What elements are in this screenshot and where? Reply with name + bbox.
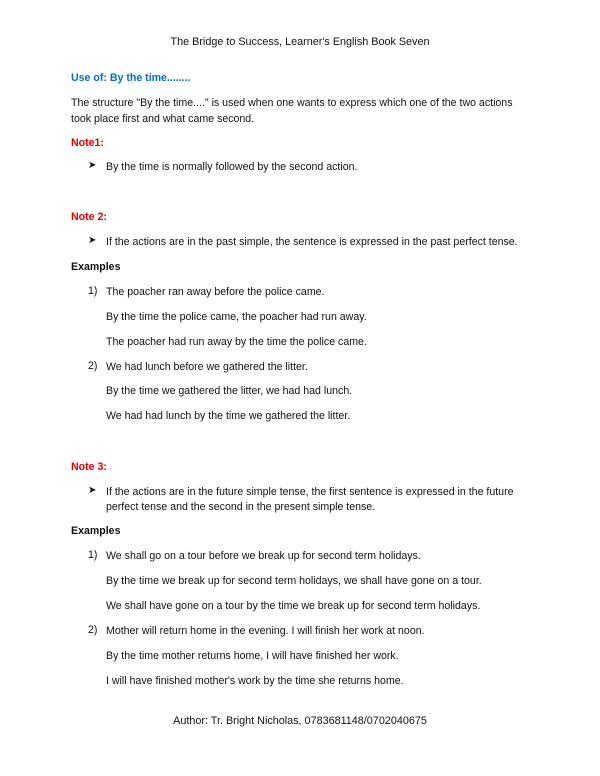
intro-line-1: The structure "By the time...." is used when one wants to express which one of the two actions (71, 97, 513, 109)
note3-bullet-line-2: perfect tense and the second in the present simple tense. (106, 501, 376, 513)
note2-title: Note 2: (71, 211, 107, 223)
example-line: We had had lunch by the time we gathered the litter. (106, 410, 351, 422)
page-footer: Author: Tr. Bright Nicholas, 0783681148/0702040675 (173, 715, 427, 727)
example-line: By the time we break up for second term holidays, we shall have gone on a tour. (106, 575, 482, 587)
example-line: The poacher had run away by the time the police came. (106, 336, 367, 348)
example-line: We shall go on a tour before we break up for second term holidays. (106, 550, 421, 562)
note3-examples-title: Examples (71, 525, 121, 537)
note1-title: Note1: (71, 137, 104, 149)
note2-examples-title: Examples (71, 261, 121, 273)
example-line: By the time we gathered the litter, we had had lunch. (106, 385, 353, 397)
arrowhead-right-icon: ➤ (88, 485, 97, 496)
example-line: By the time mother returns home, I will have finished her work. (106, 650, 399, 662)
example-number: 2) (88, 360, 98, 372)
note3-title: Note 3: (71, 461, 107, 473)
note3-bullet-line-1: If the actions are in the future simple tense, the first sentence is expressed in the future (106, 486, 514, 498)
example-line: We had lunch before we gathered the litter. (106, 361, 308, 373)
arrowhead-right-icon: ➤ (88, 160, 97, 171)
example-number: 2) (88, 624, 98, 636)
example-line: Mother will return home in the evening. I will finish her work at noon. (106, 625, 425, 637)
example-number: 1) (88, 549, 98, 561)
note2-bullet: If the actions are in the past simple, the sentence is expressed in the past perfect tense. (106, 236, 518, 248)
example-line: We shall have gone on a tour by the time we break up for second term holidays. (106, 600, 481, 612)
example-line: I will have finished mother's work by the time she returns home. (106, 675, 404, 687)
page-header: The Bridge to Success, Learner's English Book Seven (170, 36, 430, 48)
example-line: By the time the police came, the poacher had run away. (106, 311, 367, 323)
intro-line-2: took place first and what came second. (71, 113, 255, 125)
example-number: 1) (88, 285, 98, 297)
section-title: Use of: By the time........ (71, 72, 191, 84)
arrowhead-right-icon: ➤ (88, 235, 97, 246)
example-line: The poacher ran away before the police came. (106, 286, 325, 298)
note1-bullet: By the time is normally followed by the second action. (106, 161, 358, 173)
